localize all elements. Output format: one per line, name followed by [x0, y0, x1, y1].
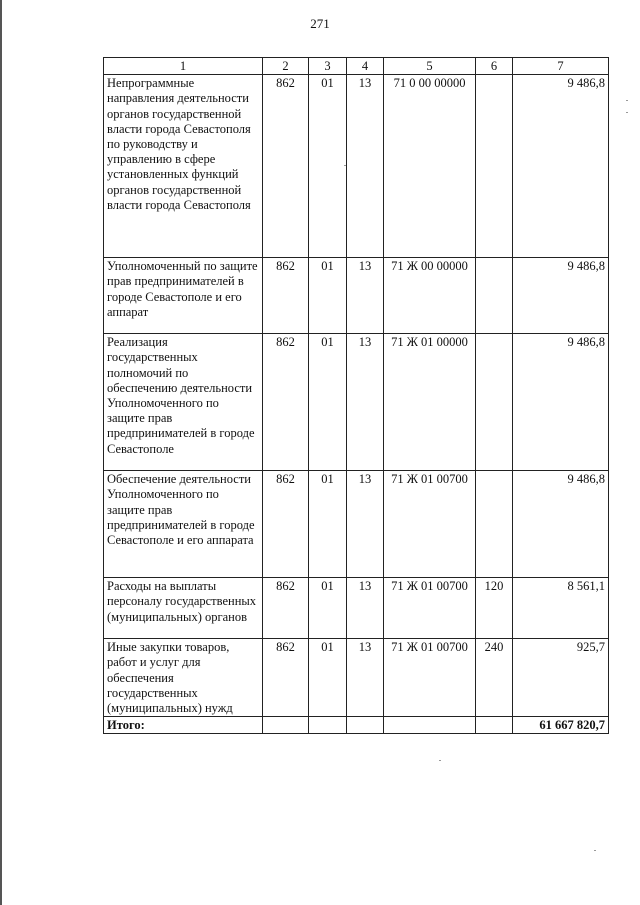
row-subsection-code: 13 — [347, 639, 384, 717]
column-header: 6 — [476, 58, 513, 75]
column-header: 3 — [309, 58, 347, 75]
row-subsection-code: 13 — [347, 334, 384, 471]
scan-speck — [439, 760, 441, 761]
row-subsection-code: 13 — [347, 75, 384, 258]
row-name: Уполномоченный по защите прав предпринимателей в городе Севастополе и его аппарат — [104, 258, 263, 334]
page-number: 271 — [310, 16, 330, 31]
table-row — [104, 258, 609, 334]
scan-speck — [594, 850, 596, 851]
table-header — [104, 58, 609, 75]
row-ministry-code: 862 — [263, 75, 309, 258]
scan-speck — [626, 112, 628, 113]
empty-cell — [309, 717, 347, 734]
row-name: Обеспечение деятельности Уполномоченного по защите прав предпринимателей в городе Севастополе и его аппарата — [104, 471, 263, 578]
row-section-code: 01 — [309, 578, 347, 639]
row-expense-type — [476, 334, 513, 471]
row-name: Расходы на выплаты персоналу государственных (муниципальных) органов — [104, 578, 263, 639]
table-row — [104, 639, 609, 717]
row-section-code: 01 — [309, 334, 347, 471]
column-header: 5 — [384, 58, 476, 75]
budget-table — [103, 57, 609, 734]
row-ministry-code: 862 — [263, 578, 309, 639]
row-ministry-code: 862 — [263, 471, 309, 578]
row-section-code: 01 — [309, 258, 347, 334]
row-amount: 925,7 — [513, 639, 609, 717]
empty-cell — [263, 717, 309, 734]
row-target-code: 71 Ж 01 00700 — [384, 471, 476, 578]
scan-speck — [626, 100, 628, 101]
row-target-code: 71 Ж 01 00700 — [384, 578, 476, 639]
total-label: Итого: — [104, 717, 263, 734]
row-amount: 8 561,1 — [513, 578, 609, 639]
row-expense-type — [476, 258, 513, 334]
row-target-code: 71 Ж 01 00000 — [384, 334, 476, 471]
row-ministry-code: 862 — [263, 334, 309, 471]
row-subsection-code: 13 — [347, 258, 384, 334]
column-header: 2 — [263, 58, 309, 75]
row-subsection-code: 13 — [347, 471, 384, 578]
empty-cell — [384, 717, 476, 734]
table-row — [104, 334, 609, 471]
row-ministry-code: 862 — [263, 258, 309, 334]
empty-cell — [476, 717, 513, 734]
row-section-code: 01 — [309, 471, 347, 578]
row-amount: 9 486,8 — [513, 334, 609, 471]
row-target-code: 71 Ж 01 00700 — [384, 639, 476, 717]
row-subsection-code: 13 — [347, 578, 384, 639]
empty-cell — [347, 717, 384, 734]
table-row — [104, 75, 609, 258]
row-section-code: 01 — [309, 639, 347, 717]
row-expense-type: 120 — [476, 578, 513, 639]
row-name: Непрограммные направления деятельности органов государственной власти города Севастополя по руководству и управлению в сфере установленных функций органов государственной власти города Севастополя — [104, 75, 263, 258]
column-header: 7 — [513, 58, 609, 75]
scan-left-edge — [0, 0, 2, 905]
row-section-code: 01 — [309, 75, 347, 258]
row-expense-type — [476, 471, 513, 578]
total-row — [104, 717, 609, 734]
row-name: Иные закупки товаров, работ и услуг для обеспечения государственных (муниципальных) нужд — [104, 639, 263, 717]
row-expense-type — [476, 75, 513, 258]
row-amount: 9 486,8 — [513, 258, 609, 334]
column-header: 1 — [104, 58, 263, 75]
table-row — [104, 578, 609, 639]
total-amount: 61 667 820,7 — [513, 717, 609, 734]
column-header: 4 — [347, 58, 384, 75]
row-target-code: 71 0 00 00000 — [384, 75, 476, 258]
row-amount: 9 486,8 — [513, 471, 609, 578]
table-row — [104, 471, 609, 578]
row-expense-type: 240 — [476, 639, 513, 717]
row-ministry-code: 862 — [263, 639, 309, 717]
row-target-code: 71 Ж 00 00000 — [384, 258, 476, 334]
row-name: Реализация государственных полномочий по обеспечению деятельности Уполномоченного по защите прав предпринимателей в городе Севастополе — [104, 334, 263, 471]
scan-speck — [344, 165, 346, 166]
row-amount: 9 486,8 — [513, 75, 609, 258]
